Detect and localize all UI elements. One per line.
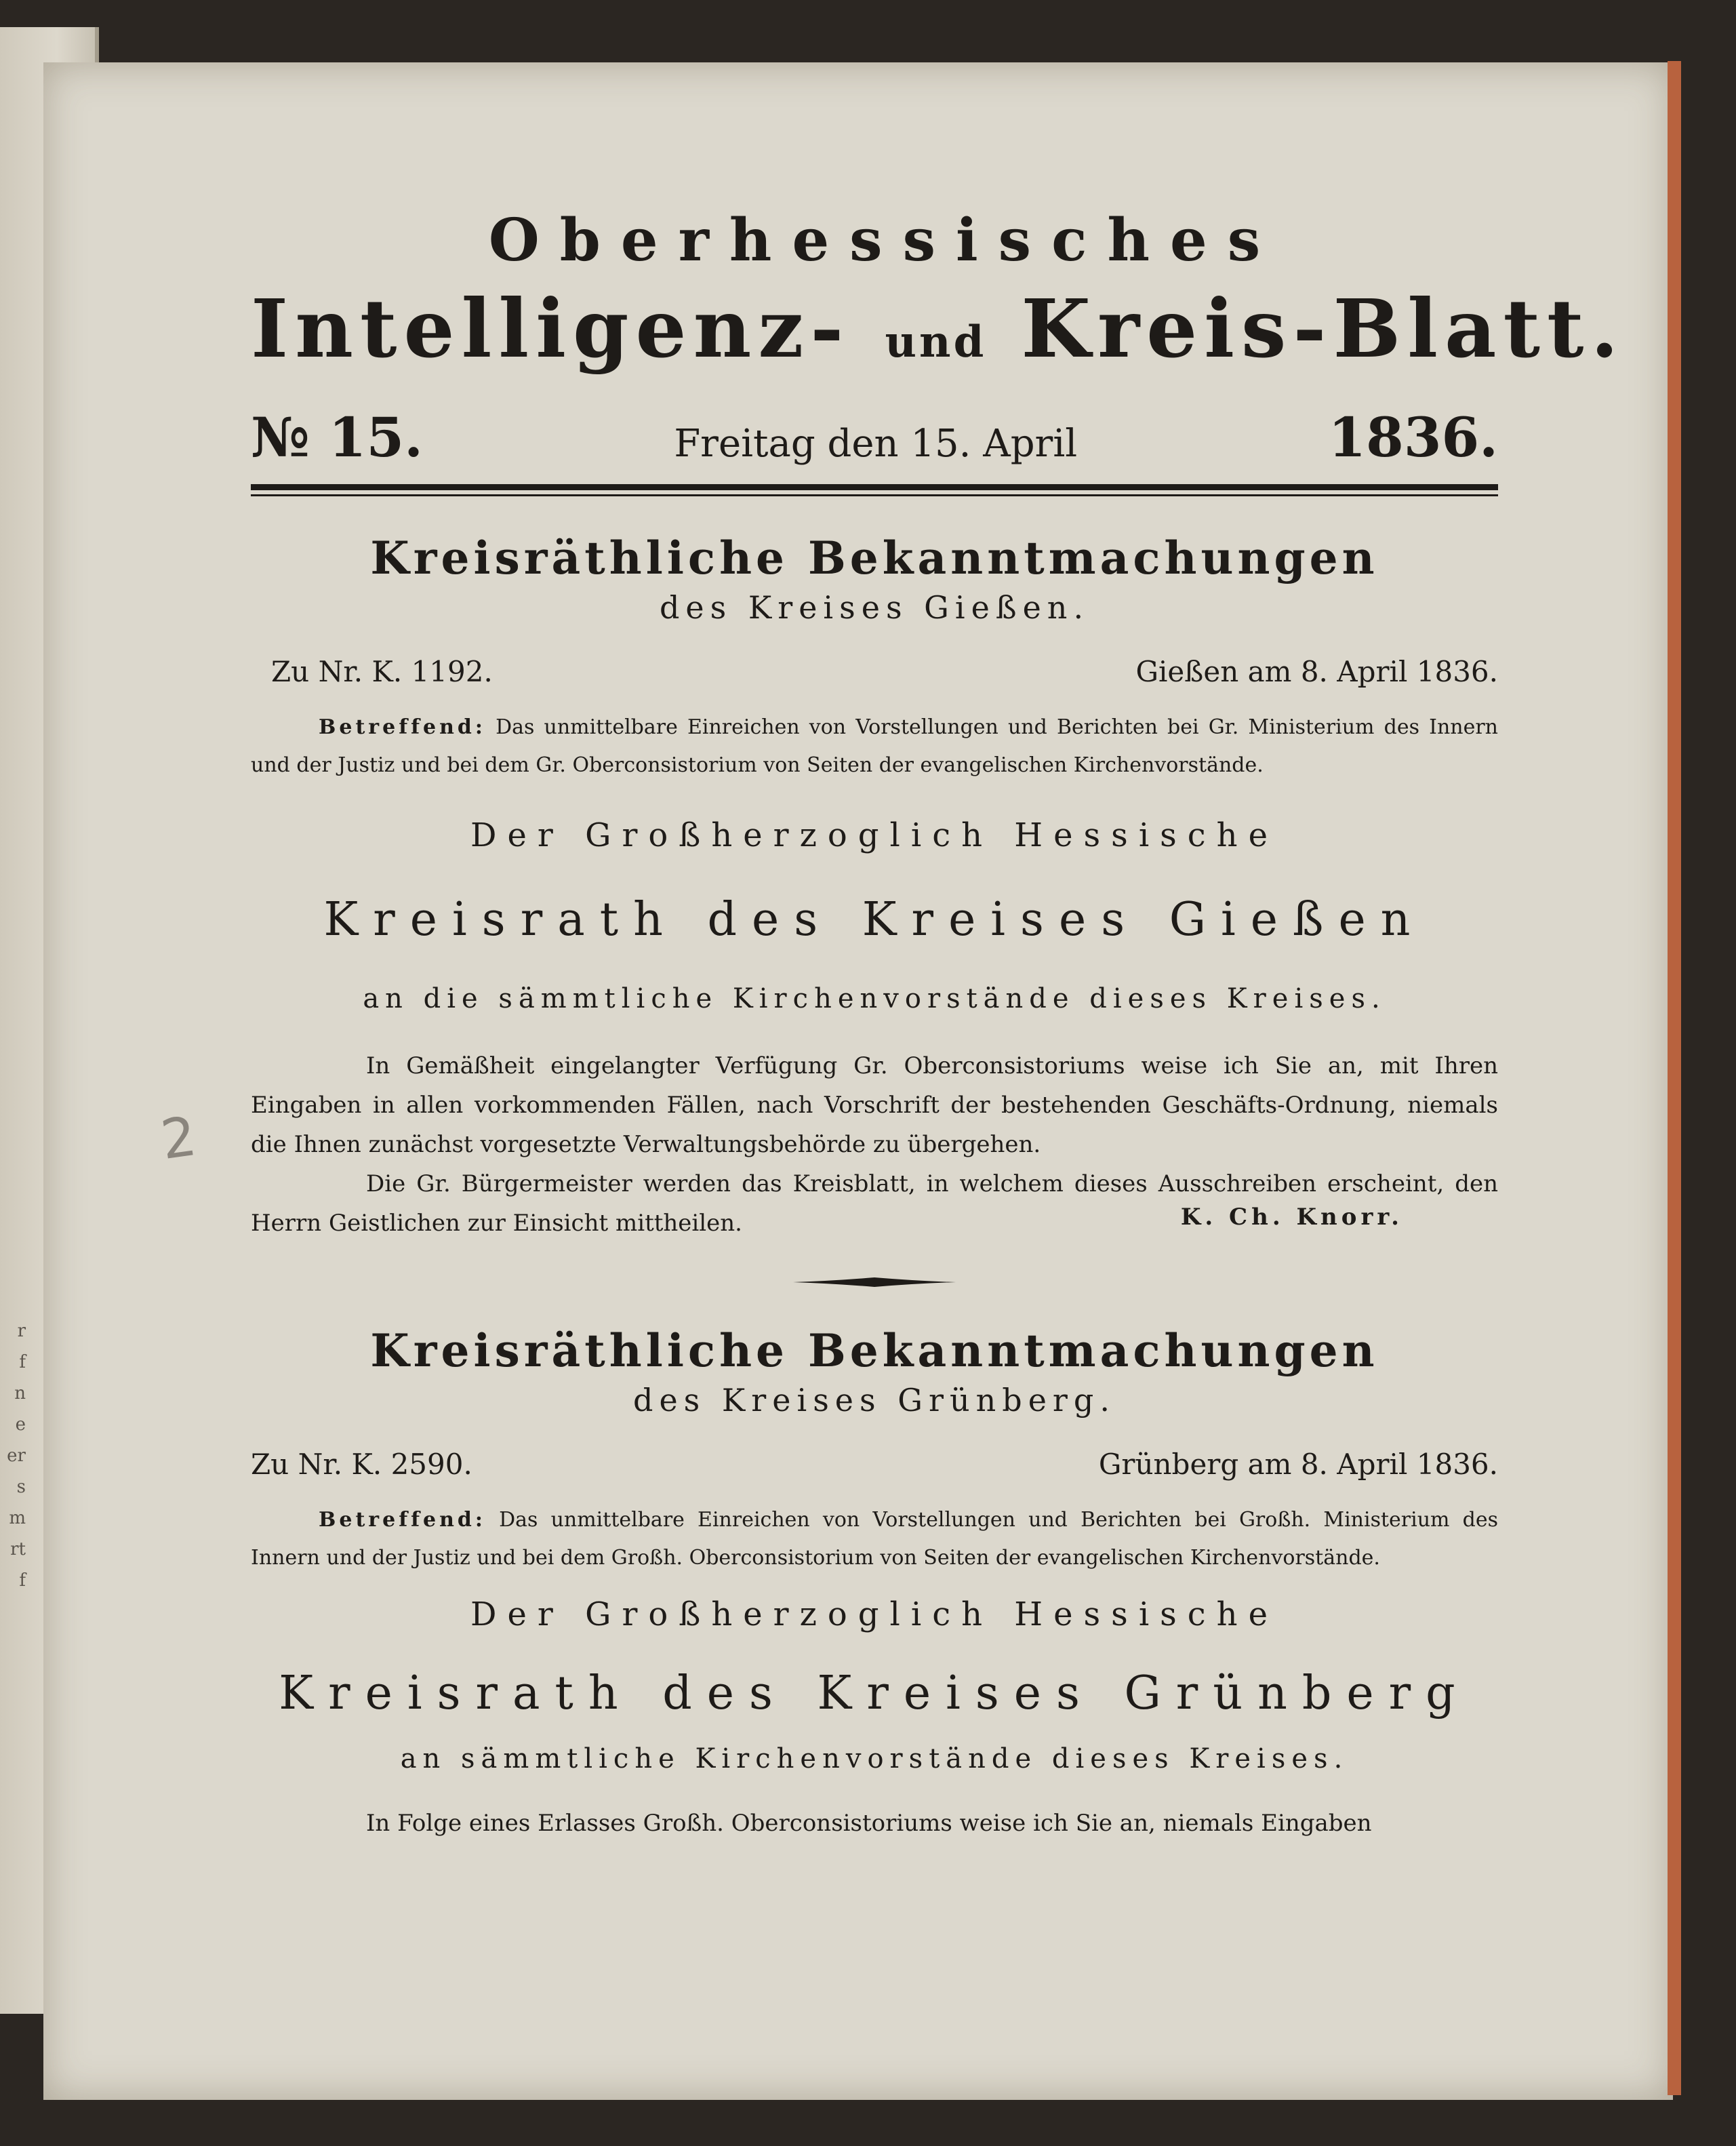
section1-paragraph2: Die Gr. Bürgermeister werden das Kreisblatt, in welchem dieses Ausschreiben erscheint, den Herrn Geistlichen zur Einsicht mittheilen. [251,1170,1498,1237]
masthead-line2 [251,278,1626,393]
masthead-und: und [885,317,987,367]
fragment: s [16,1477,26,1497]
section1-subtitle: des Kreises Gießen. [659,589,1090,626]
section2-sender-line2: Kreisrath des Kreises Grünberg [279,1667,1470,1720]
fragment: rt [10,1539,26,1559]
fragment: er [7,1446,26,1466]
betreffend-label: Betreffend: [319,1508,486,1532]
betreffend-text: Das unmittelbare Einreichen von Vorstellungen und Berichten bei Großh. Ministerium des Innern und der Justiz und bei dem Großh. Oberconsistorium von Seiten der evangelischen Kirchenvorstände. [251,1508,1498,1570]
section1-ref-number: Zu Nr. K. 1192. [271,655,493,688]
section2-ref-number: Zu Nr. K. 2590. [251,1448,472,1481]
masthead-line1: Oberhessisches [488,206,1281,275]
section1-betreffend [251,709,1498,784]
left-page-text-fragments [0,1315,26,1722]
book-edge [1668,61,1681,2095]
section2-paragraph1: In Folge eines Erlasses Großh. Oberconsistoriums weise ich Sie an, niemals Eingaben [366,1810,1372,1837]
section2-body [251,1804,1498,1843]
section2-reference [251,1448,1498,1481]
masthead-rule [251,484,1498,496]
section2-title: Kreisräthliche Bekanntmachungen [370,1324,1379,1377]
section1-title: Kreisräthliche Bekanntmachungen [370,532,1379,584]
fragment: f [19,1570,26,1591]
page-content [251,203,1626,1843]
section1-signature: K. Ch. Knorr. [1180,1204,1403,1231]
handwritten-margin-mark: 2 [157,1104,201,1172]
section1-sender-line2: Kreisrath des Kreises Gießen [323,893,1426,947]
fragment: r [17,1321,26,1341]
masthead-kreisblatt: Kreis-Blatt. [1021,281,1626,376]
section2-subtitle: des Kreises Grünberg. [633,1382,1116,1418]
section-divider-ornament [793,1275,956,1289]
betreffend-label: Betreffend: [319,715,486,739]
section1-reference [251,655,1498,688]
fragment: e [15,1414,26,1435]
betreffend-text: Das unmittelbare Einreichen von Vorstellungen und Berichten bei Gr. Ministerium des Innern und der Justiz und bei dem Gr. Oberconsistorium von Seiten der evangelischen Kirchenvorstände. [251,715,1498,777]
section2-sender-line1: Der Großherzoglich Hessische [470,1595,1278,1633]
section2-ref-date: Grünberg am 8. April 1836. [1098,1448,1498,1481]
section1-sender-line3: an die sämmtliche Kirchenvorstände dieses Kreises. [363,983,1386,1014]
section1-paragraph1: In Gemäßheit eingelangter Verfügung Gr. Oberconsistoriums weise ich Sie an, mit Ihren Eingaben in allen vorkommenden Fällen, nach Vorschrift der bestehenden Geschäfts-Ordnung, niemals die Ihnen zunächst vorgesetzte Verwaltungsbehörde zu übergehen. [251,1052,1498,1158]
issue-info [251,405,1498,469]
section1-sender-line1: Der Großherzoglich Hessische [470,816,1278,854]
issue-date: Freitag den 15. April [674,422,1078,466]
issue-number: № 15. [251,405,423,469]
issue-year: 1836. [1328,405,1498,469]
fragment: n [14,1383,26,1404]
section2-betreffend [251,1501,1498,1577]
fragment: f [19,1352,26,1372]
fragment: m [9,1508,26,1528]
section2-sender-line3: an sämmtliche Kirchenvorstände dieses Kreises. [400,1743,1349,1774]
section1-ref-date: Gießen am 8. April 1836. [1135,655,1498,688]
masthead-intelligenz: Intelligenz- [251,281,851,376]
